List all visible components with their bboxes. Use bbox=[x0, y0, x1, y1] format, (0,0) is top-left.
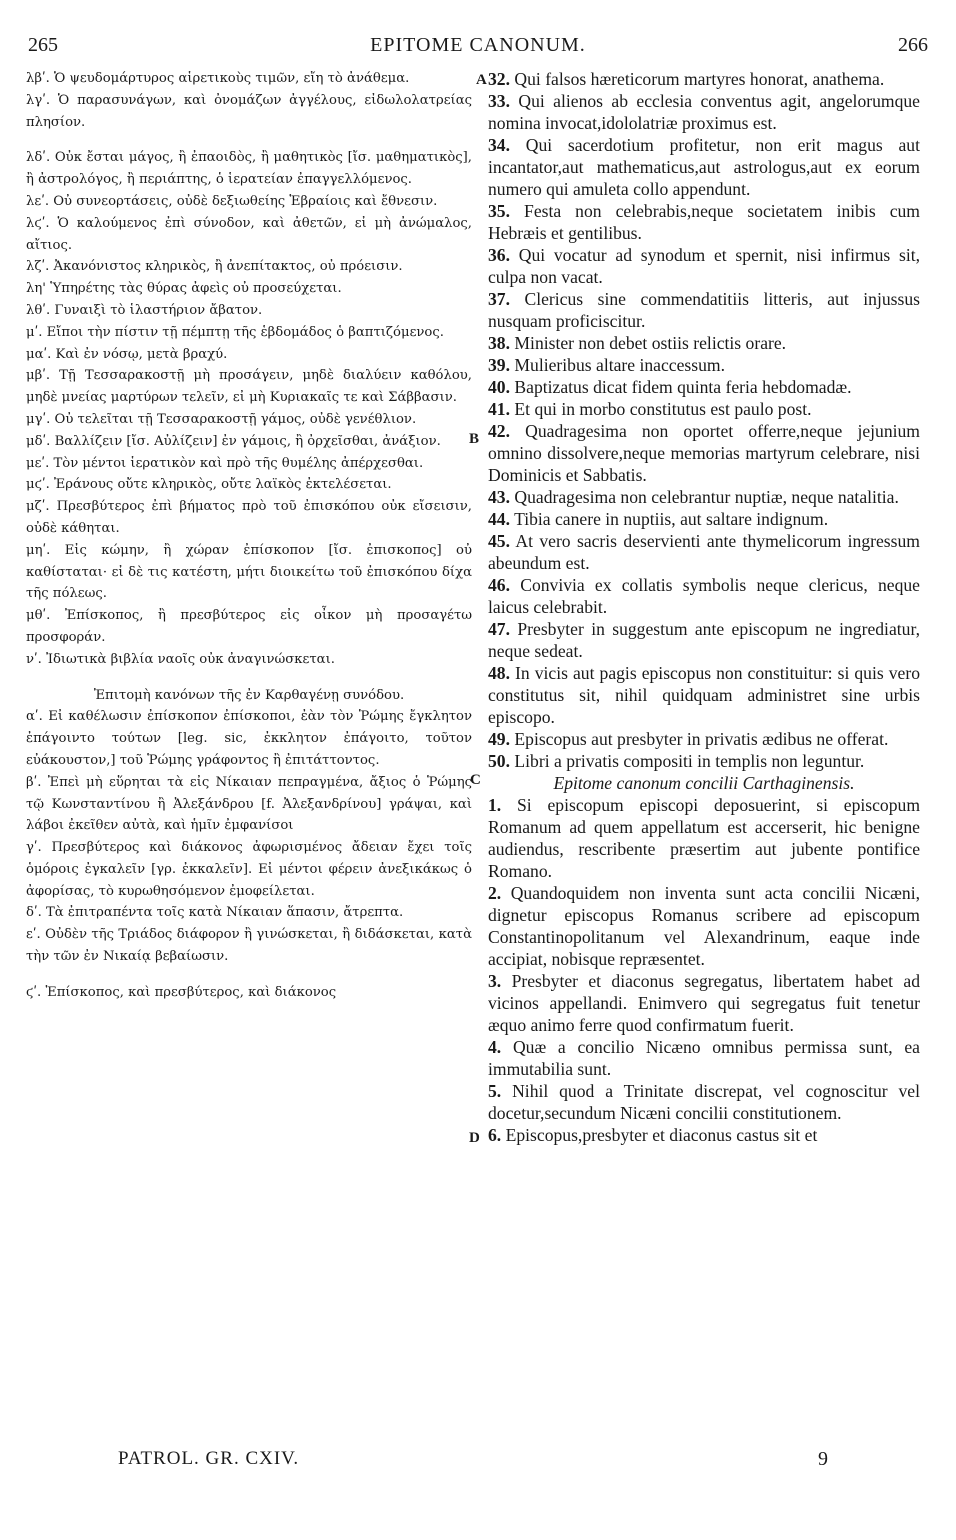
greek-canon-entry: λϛʹ. Ὁ καλούμενος ἐπὶ σύνοδον, καὶ ἀθετῶν, εἰ μὴ ἀνώμαλος, αἴτιος. bbox=[26, 215, 472, 253]
canon-text: Epitome canonum concilii Carthaginensis. bbox=[553, 773, 855, 793]
canon-text: Quæ a concilio Nicæno omnibus permissa sunt, ea immutabilia sunt. bbox=[488, 1037, 920, 1079]
greek-canon-entry: μθʹ. Ἐπίσκοπος, ἢ πρεσβύτερος εἰς οἶκον μὴ προσαγέτω προσφοράν. bbox=[26, 608, 472, 645]
running-title: EPITOME CANONUM. bbox=[370, 34, 586, 56]
canon-number: 34. bbox=[488, 135, 510, 155]
page-number-right: 266 bbox=[898, 34, 928, 56]
latin-canon-entry bbox=[488, 332, 920, 354]
greek-canon-entry: λθʹ. Γυναιξὶ τὸ ἱλαστήριον ἄβατον. bbox=[26, 302, 263, 318]
canon-text: Et qui in morbo constitutus est paulo post. bbox=[514, 399, 812, 419]
canon-number: 3. bbox=[488, 971, 502, 991]
canon-text: Mulieribus altare inaccessum. bbox=[514, 355, 725, 375]
greek-canon-entry: μʹ. Εἴποι τὴν πίστιν τῇ πέμπτῃ τῆς ἑβδομάδος ὁ βαπτιζόμενος. bbox=[26, 324, 444, 340]
canon-number: 5. bbox=[488, 1081, 502, 1101]
canon-text: Qui sacerdotium profitetur, non erit magus aut incantator,aut mathematicus,aut astrologus,aut ex eorum numero qui amuleta collo appendunt. bbox=[488, 135, 920, 199]
canon-number: 41. bbox=[488, 399, 510, 419]
greek-canon-entry: μβʹ. Τῇ Τεσσαρακοστῇ μὴ προσάγειν, μηδὲ διαλύειν καθόλου, μηδὲ μνείας μαρτύρων τελεῖν, εἰ μὴ Κυριακαῖς τε καὶ Σάββασιν. bbox=[26, 368, 472, 406]
latin-canon-entry bbox=[488, 750, 920, 772]
canon-text: At vero sacris deservienti ante thymelicorum ingressum abeundum est. bbox=[488, 531, 920, 573]
greek-canon-entry: μζʹ. Πρεσβύτερος ἐπὶ βήματος πρὸ τοῦ ἐπισκόπου οὐκ εἴσεισιν, οὐδὲ κάθηται. bbox=[26, 499, 472, 536]
latin-canon-entry bbox=[488, 618, 920, 662]
gathering-number: 9 bbox=[818, 1448, 828, 1470]
latin-canon-entry bbox=[488, 90, 920, 134]
canon-text: Presbyter et diaconus segregatus, libertatem habet ad vicinos appellandi. Enimvero qui segregatus fuit tenetur æquo animo ferre quod confirmatum fuerit. bbox=[488, 971, 921, 1035]
greek-column bbox=[26, 68, 472, 1004]
latin-canon-entry bbox=[488, 354, 920, 376]
latin-canon-entry bbox=[488, 970, 920, 1036]
canon-text: In vicis aut pagis episcopus non constituitur: si quis vero constitutus sit, nihil quidquam administret sine urbis episcopo. bbox=[488, 663, 920, 727]
latin-canon-entry bbox=[488, 662, 920, 728]
latin-canon-entry bbox=[488, 288, 920, 332]
greek-canon-entry: γʹ. Πρεσβύτερος καὶ διάκονος ἀφωρισμένος ἄδειαν ἔχει τοῖς ὁμόροις ἐγκαλεῖν [γρ. ἐκκαλεῖν]. Εἰ μέντοι φέρειν ἀνεξικάκως ὁ ἀφορίσας, τὸ κυρωθησόμενον ἐμοφείλεται. bbox=[26, 840, 472, 899]
latin-canon-entry bbox=[488, 574, 920, 618]
latin-canon-entry bbox=[488, 134, 920, 200]
greek-canon-entry: λη' Ὑπηρέτης τὰς θύρας ἀφεὶς οὐ προσεύχεται. bbox=[26, 281, 342, 297]
canon-number: 33. bbox=[488, 91, 510, 111]
latin-canon-entry bbox=[488, 420, 920, 486]
volume-signature: PATROL. GR. CXIV. bbox=[118, 1448, 300, 1469]
latin-canon-entry bbox=[488, 794, 920, 882]
canon-text: Clericus sine commendatitiis litteris, aut injussus nusquam proficiscitur. bbox=[488, 289, 920, 331]
canon-number: 2. bbox=[488, 883, 502, 903]
section-marker-c: C bbox=[470, 772, 481, 788]
section-marker-a: A bbox=[476, 72, 487, 88]
canon-text: Quandoquidem non inventa sunt acta concilii Nicæni, dignetur episcopus Romanus scribere ad episcopum Constantinopolitanum vel Alexandrinum, eaque inde accipiat, nobisque repræsentet. bbox=[488, 883, 921, 969]
greek-canon-entry: Ἐπιτομὴ κανόνων τῆς ἐν Καρθαγένῃ συνόδου. bbox=[93, 687, 405, 703]
canon-number: 32. bbox=[488, 69, 510, 89]
latin-canon-entry bbox=[488, 376, 920, 398]
canon-number: 45. bbox=[488, 531, 510, 551]
greek-canon-entry: αʹ. Εἰ καθέλωσιν ἐπίσκοπον ἐπίσκοποι, ἐὰν τὸν Ῥώμης ἔγκλητον ἐπάγοιντο τούτων [leg. sic, ἐκκλητον ἐπάγοιτο, τοῦτον εὐάκουστον,] τοῦ Ῥώμης γράφοντος ἢ ἐπιτάττοντος. bbox=[26, 709, 472, 768]
latin-canon-entry bbox=[488, 200, 920, 244]
canon-text: Qui falsos hæreticorum martyres honorat, anathema. bbox=[514, 69, 885, 89]
canon-text: Presbyter in suggestum ante episcopum ne ingrediatur, neque sedeat. bbox=[488, 619, 920, 661]
latin-canon-entry bbox=[488, 398, 920, 420]
canon-number: 43. bbox=[488, 487, 510, 507]
paragraph-gap bbox=[26, 968, 472, 982]
section-marker-b: B bbox=[469, 431, 480, 447]
canon-text: Episcopus aut presbyter in privatis ædibus ne offerat. bbox=[514, 729, 889, 749]
canon-number: 46. bbox=[488, 575, 510, 595]
greek-canon-entry: λβʹ. Ὁ ψευδομάρτυρος αἱρετικοὺς τιμῶν, εἴη τὸ ἀνάθεμα. bbox=[26, 71, 410, 86]
greek-canon-entry: δʹ. Τὰ ἐπιτραπέντα τοῖς κατὰ Νίκαιαν ἅπασιν, ἄτρεπτα. bbox=[26, 905, 404, 921]
paragraph-gap bbox=[26, 133, 472, 147]
greek-canon-entry: μϛʹ. Ἐράνους οὔτε κληρικὸς, οὔτε λαϊκὸς ἐκτελέσεται. bbox=[26, 477, 392, 493]
latin-canon-entry bbox=[488, 68, 920, 90]
canon-text: Si episcopum episcopi deposuerint, si episcopum Romanum ad quem appellatum est accerserit, hic benigne audiendus, rescribente præsertim aut jubente pontifice Romano. bbox=[488, 795, 920, 881]
greek-canon-entry: λγʹ. Ὁ παρασυνάγων, καὶ ὀνομάζων ἀγγέλους, εἰδωλολατρείας πλησίον. bbox=[26, 92, 472, 130]
latin-canon-entry bbox=[488, 1080, 920, 1124]
latin-canon-entry bbox=[488, 530, 920, 574]
latin-column bbox=[488, 68, 920, 1146]
latin-section-heading bbox=[488, 772, 920, 794]
greek-canon-entry: εʹ. Οὐδὲν τῆς Τριάδος διάφορον ἢ γινώσκεται, ἢ διδάσκεται, κατὰ τὴν τῶν ἐν Νικαίᾳ βεβαίωσιν. bbox=[26, 927, 472, 965]
latin-canon-entry bbox=[488, 486, 920, 508]
greek-canon-entry: λζʹ. Ἀκανόνιστος κληρικὸς, ἢ ἀνεπίτακτος, οὐ πρόεισιν. bbox=[26, 259, 403, 275]
canon-text: Convivia ex collatis symbolis neque clericus, neque laicus celebrabit. bbox=[488, 575, 920, 617]
canon-number: 36. bbox=[488, 245, 510, 265]
greek-canon-entry: λεʹ. Οὐ συνεορτάσεις, οὐδὲ δεξιωθείης Ἑβραίοις καὶ ἔθνεσιν. bbox=[26, 193, 438, 209]
greek-canon-entry: νʹ. Ἰδιωτικὰ βιβλία ναοῖς οὐκ ἀναγινώσκεται. bbox=[26, 651, 335, 667]
canon-text: Baptizatus dicat fidem quinta feria hebdomadæ. bbox=[514, 377, 852, 397]
greek-canon-entry: μγʹ. Οὐ τελεῖται τῇ Τεσσαρακοστῇ γάμος, οὐδὲ γενέθλιον. bbox=[26, 411, 417, 427]
canon-number: 37. bbox=[488, 289, 510, 309]
canon-number: 1. bbox=[488, 795, 502, 815]
canon-number: 35. bbox=[488, 201, 510, 221]
running-header bbox=[28, 34, 928, 60]
canon-text: Nihil quod a Trinitate discrepat, vel cognoscitur vel docetur,secundum Nicæni concilii constitutionem. bbox=[488, 1081, 921, 1123]
canon-text: Quadragesima non celebrantur nuptiæ, neque natalitia. bbox=[514, 487, 899, 507]
latin-canon-entry bbox=[488, 244, 920, 288]
canon-text: Minister non debet ostiis relictis orare. bbox=[514, 333, 787, 353]
greek-canon-entry: μδʹ. Βαλλίζειν [ἴσ. Αὐλίζειν] ἐν γάμοις, ἢ ὀρχεῖσθαι, ἀνάξιον. bbox=[26, 433, 441, 449]
canon-number: 50. bbox=[488, 751, 510, 771]
section-marker-d: D bbox=[469, 1130, 480, 1146]
canon-text: Quadragesima non oportet offerre,neque jejunium omnino dissolvere,neque memorias martyrum celebrare, nisi Dominicis et Sabbatis. bbox=[488, 421, 920, 485]
canon-number: 4. bbox=[488, 1037, 502, 1057]
latin-canon-entry bbox=[488, 1036, 920, 1080]
greek-canon-entry: ϛʹ. Ἐπίσκοπος, καὶ πρεσβύτερος, καὶ διάκονος bbox=[26, 984, 337, 1000]
canon-text: Tibia canere in nuptiis, aut saltare indignum. bbox=[514, 509, 829, 529]
canon-number: 49. bbox=[488, 729, 510, 749]
greek-canon-entry: λδʹ. Οὐκ ἔσται μάγος, ἢ ἐπαοιδὸς, ἢ μαθητικὸς [ἴσ. μαθηματικὸς], ἢ ἀστρολόγος, ἢ περιάπτης, ὁ ἱερατείαν ἐπαγγελλόμενος. bbox=[26, 150, 472, 188]
canon-number: 39. bbox=[488, 355, 510, 375]
canon-number: 42. bbox=[488, 421, 510, 441]
canon-text: Libri a privatis compositi in templis non leguntur. bbox=[514, 751, 865, 771]
canon-number: 6. bbox=[488, 1125, 502, 1145]
canon-number: 47. bbox=[488, 619, 510, 639]
canon-number: 48. bbox=[488, 663, 510, 683]
latin-canon-entry bbox=[488, 728, 920, 750]
canon-text: Qui alienos ab ecclesia conventus agit, angelorumque nomina invocat,idololatriæ proximus est. bbox=[488, 91, 920, 133]
latin-canon-entry bbox=[488, 882, 920, 970]
greek-canon-entry: βʹ. Ἐπεὶ μὴ εὕρηται τὰ εἰς Νίκαιαν πεπραγμένα, ἄξιος ὁ Ῥώμης τῷ Κωνσταντίνου ἢ Ἀλεξάνδρου [f. Ἀλεξανδρίνου] γράψαι, καὶ λάβοι ἐκεῖθεν αὐτὰ, καὶ ἡμῖν ἐμφανίσοι bbox=[26, 774, 472, 834]
greek-canon-entry: μηʹ. Εἰς κώμην, ἢ χώραν ἐπίσκοπον [ἴσ. ἐπισκοπος] οὐ καθίσταται· εἰ δὲ τις κατέστη, μήτι διοικείτω τοῦ ἐπισκόπου δίχα τῆς πόλεως. bbox=[26, 542, 472, 602]
canon-number: 38. bbox=[488, 333, 510, 353]
canon-text: Festa non celebrabis,neque societatem inibis cum Hebræis et gentilibus. bbox=[488, 201, 920, 243]
latin-canon-entry bbox=[488, 1124, 920, 1146]
paragraph-gap bbox=[26, 671, 472, 685]
canon-number: 40. bbox=[488, 377, 510, 397]
greek-canon-entry: μαʹ. Καὶ ἐν νόσῳ, μετὰ βραχύ. bbox=[26, 346, 228, 362]
canon-text: Qui vocatur ad synodum et spernit, nisi infirmus sit, culpa non vacat. bbox=[488, 245, 920, 287]
page-number-left: 265 bbox=[28, 34, 58, 56]
greek-canon-entry: μεʹ. Τὸν μέντοι ἱερατικὸν καὶ πρὸ τῆς θυμέλης ἀπέρχεσθαι. bbox=[26, 455, 424, 471]
canon-text: Episcopus,presbyter et diaconus castus sit et bbox=[505, 1125, 818, 1145]
latin-canon-entry bbox=[488, 508, 920, 530]
canon-number: 44. bbox=[488, 509, 510, 529]
